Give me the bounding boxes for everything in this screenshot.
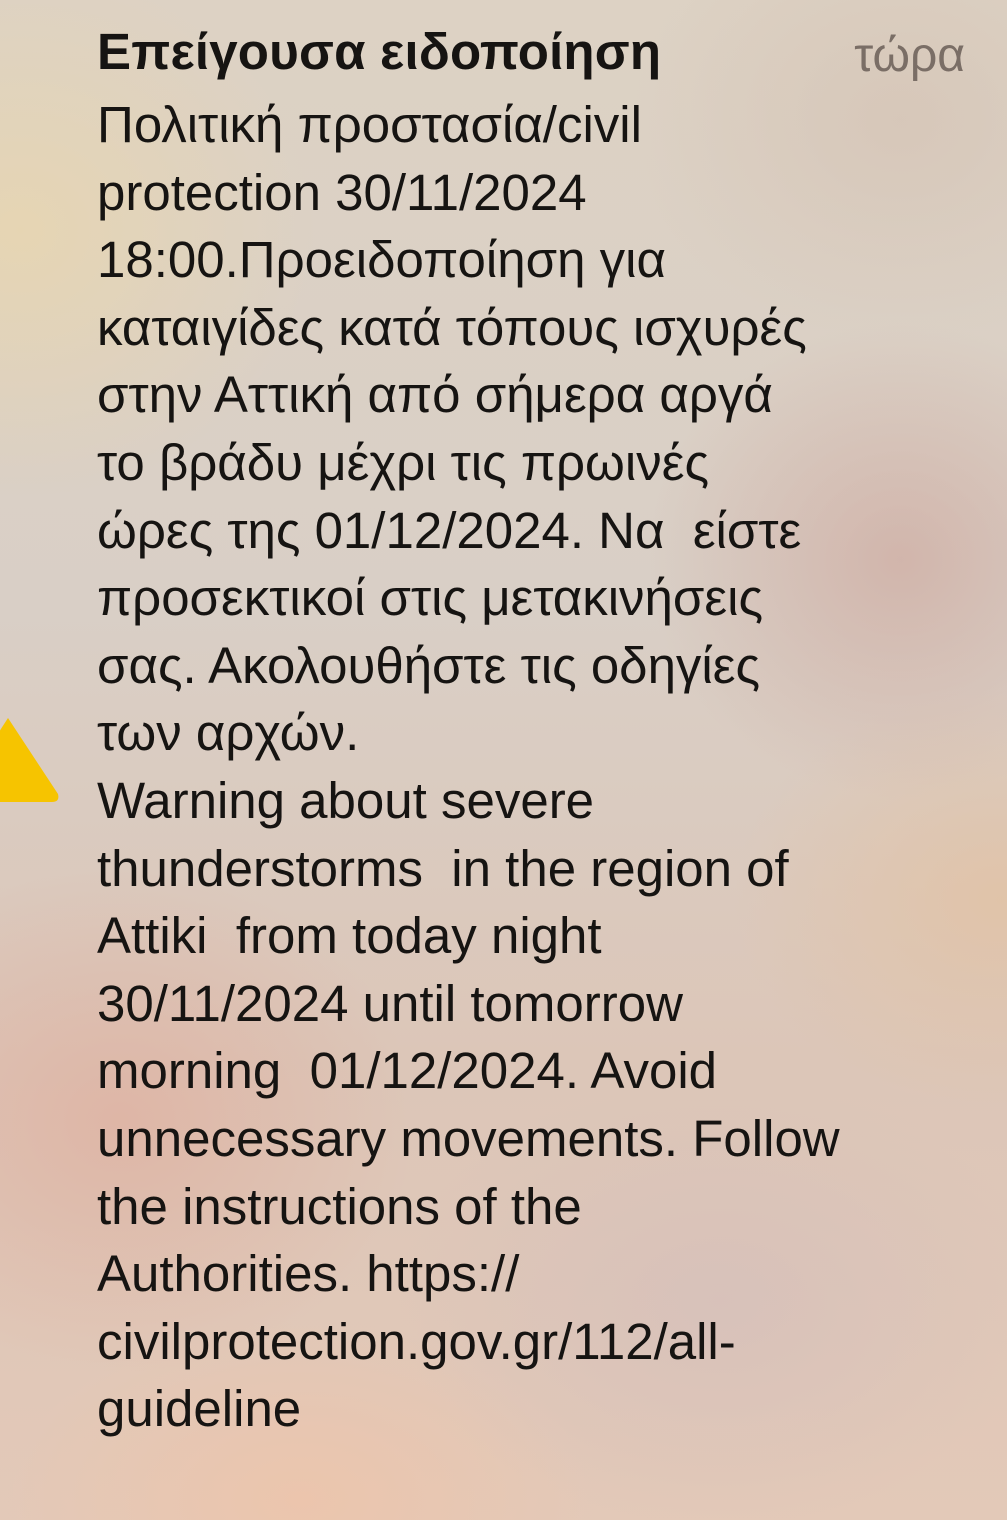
notification-time: τώρα: [854, 29, 965, 82]
notification-body: Πολιτική προστασία/civil protection 30/11/2024 18:00.Προειδοποίηση για καταιγίδες κατά τόπους ισχυρές στην Αττική από σήμερα αργά το βράδυ μέχρι τις πρωινές ώρες της 01/12/2024. Να είστε προσεκτικοί στις μετακινήσεις σας. Ακολουθήστε τις οδηγίες των αρχών. Warning about severe thunderstorms in the region of Attiki from today night 30/11/2024 until tomorrow morning 01/12/2024. Avoid unnecessary movements. Follow the instructions of the Authorities. https:// civilprotection.gov.gr/112/all- guideline: [97, 96, 840, 1438]
notification-title: Επείγουσα ειδοποίηση: [97, 23, 662, 80]
warning-triangle-icon: [0, 712, 62, 808]
notification-header: [97, 22, 967, 92]
